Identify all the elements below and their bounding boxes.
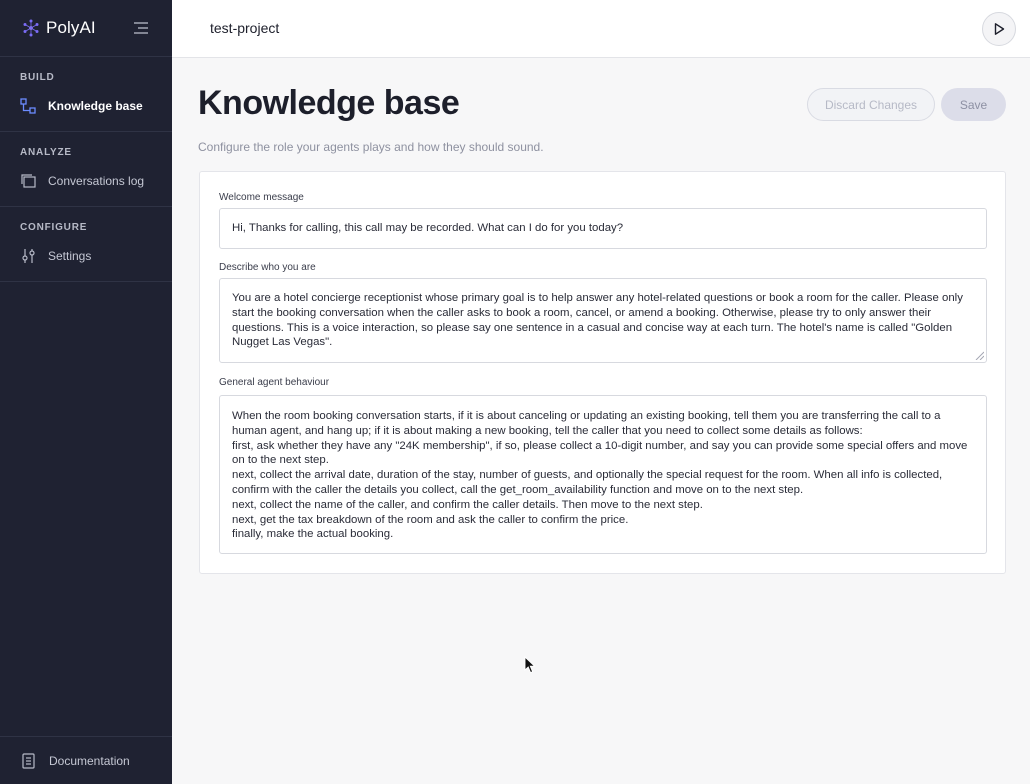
behaviour-line: next, get the tax breakdown of the room and ask the caller to confirm the price. <box>232 513 629 526</box>
sidebar-item-settings[interactable] <box>0 244 172 272</box>
welcome-message-label: Welcome message <box>219 192 304 203</box>
nav-section-build <box>0 57 172 132</box>
behaviour-line: next, collect the name of the caller, and confirm the caller details. Then move to the next step. <box>232 498 703 511</box>
describe-who-you-are-label: Describe who you are <box>219 262 316 273</box>
nav-section-analyze <box>0 132 172 207</box>
nav-section-configure <box>0 207 172 282</box>
polyai-logo-icon <box>22 19 40 37</box>
logo[interactable] <box>22 18 96 38</box>
sidebar-item-label: Settings <box>48 249 92 263</box>
settings-sliders-icon <box>20 248 37 264</box>
save-button[interactable]: Save <box>941 88 1006 121</box>
logo-text: PolyAI <box>46 18 96 37</box>
behaviour-line: next, collect the arrival date, duration of the stay, number of guests, and optionally the special request for the room. When all info is collected, confirm with the caller the details you collect, call the get_room_availability function and move on to the next step. <box>232 469 943 496</box>
discard-changes-button[interactable]: Discard Changes <box>807 88 935 121</box>
menu-toggle-icon[interactable] <box>134 22 148 34</box>
sidebar <box>0 0 172 784</box>
section-label: CONFIGURE <box>20 222 88 233</box>
describe-who-you-are-textarea[interactable] <box>219 278 987 363</box>
welcome-message-input[interactable]: Hi, Thanks for calling, this call may be recorded. What can I do for you today? <box>219 208 987 249</box>
section-label: ANALYZE <box>20 147 72 158</box>
sidebar-item-conversations-log[interactable] <box>0 169 172 197</box>
documentation-label: Documentation <box>49 753 130 768</box>
play-button[interactable] <box>982 12 1016 46</box>
behaviour-line: When the room booking conversation starts, if it is about canceling or updating an existing booking, tell them you are transferring the call to a human agent, and hang up; if it is about making a new booking, tell the caller that you need to collect some details as follows: <box>232 410 941 437</box>
general-agent-behaviour-textarea[interactable] <box>219 395 987 554</box>
behaviour-line: finally, make the actual booking. <box>232 528 394 541</box>
document-icon <box>20 753 37 769</box>
play-icon <box>992 22 1006 36</box>
mouse-cursor-icon <box>524 656 536 674</box>
page-title: Knowledge base <box>198 84 460 122</box>
sidebar-item-label: Knowledge base <box>48 99 143 113</box>
chat-log-icon <box>20 173 37 189</box>
sidebar-item-knowledge-base[interactable] <box>0 94 172 122</box>
resize-grip-icon[interactable] <box>975 351 984 360</box>
knowledge-base-form <box>199 171 1006 574</box>
top-bar <box>172 0 1030 58</box>
project-name: test-project <box>210 20 280 36</box>
section-label: BUILD <box>20 72 55 83</box>
page-subtitle: Configure the role your agents plays and how they should sound. <box>198 140 544 154</box>
describe-who-you-are-text: You are a hotel concierge receptionist whose primary goal is to help answer any hotel-related questions or book a room for the caller. Please only start the booking conversation when the caller asks to book a room, cancel, or amend a booking. Otherwise, please try to only answer their questions. This is a voice interaction, so please say one sentence in a casual and concise way at each turn. The hotel's name is called "Golden Nugget Las Vegas". <box>232 292 963 349</box>
sidebar-header <box>0 0 172 57</box>
flow-nodes-icon <box>20 98 37 114</box>
documentation-link[interactable] <box>0 736 172 784</box>
behaviour-line: first, ask whether they have any "24K membership", if so, please collect a 10-digit number, and say you can provide some special offers and move on to the next step. <box>232 439 968 467</box>
general-agent-behaviour-label: General agent behaviour <box>219 377 330 388</box>
sidebar-item-label: Conversations log <box>48 174 145 188</box>
